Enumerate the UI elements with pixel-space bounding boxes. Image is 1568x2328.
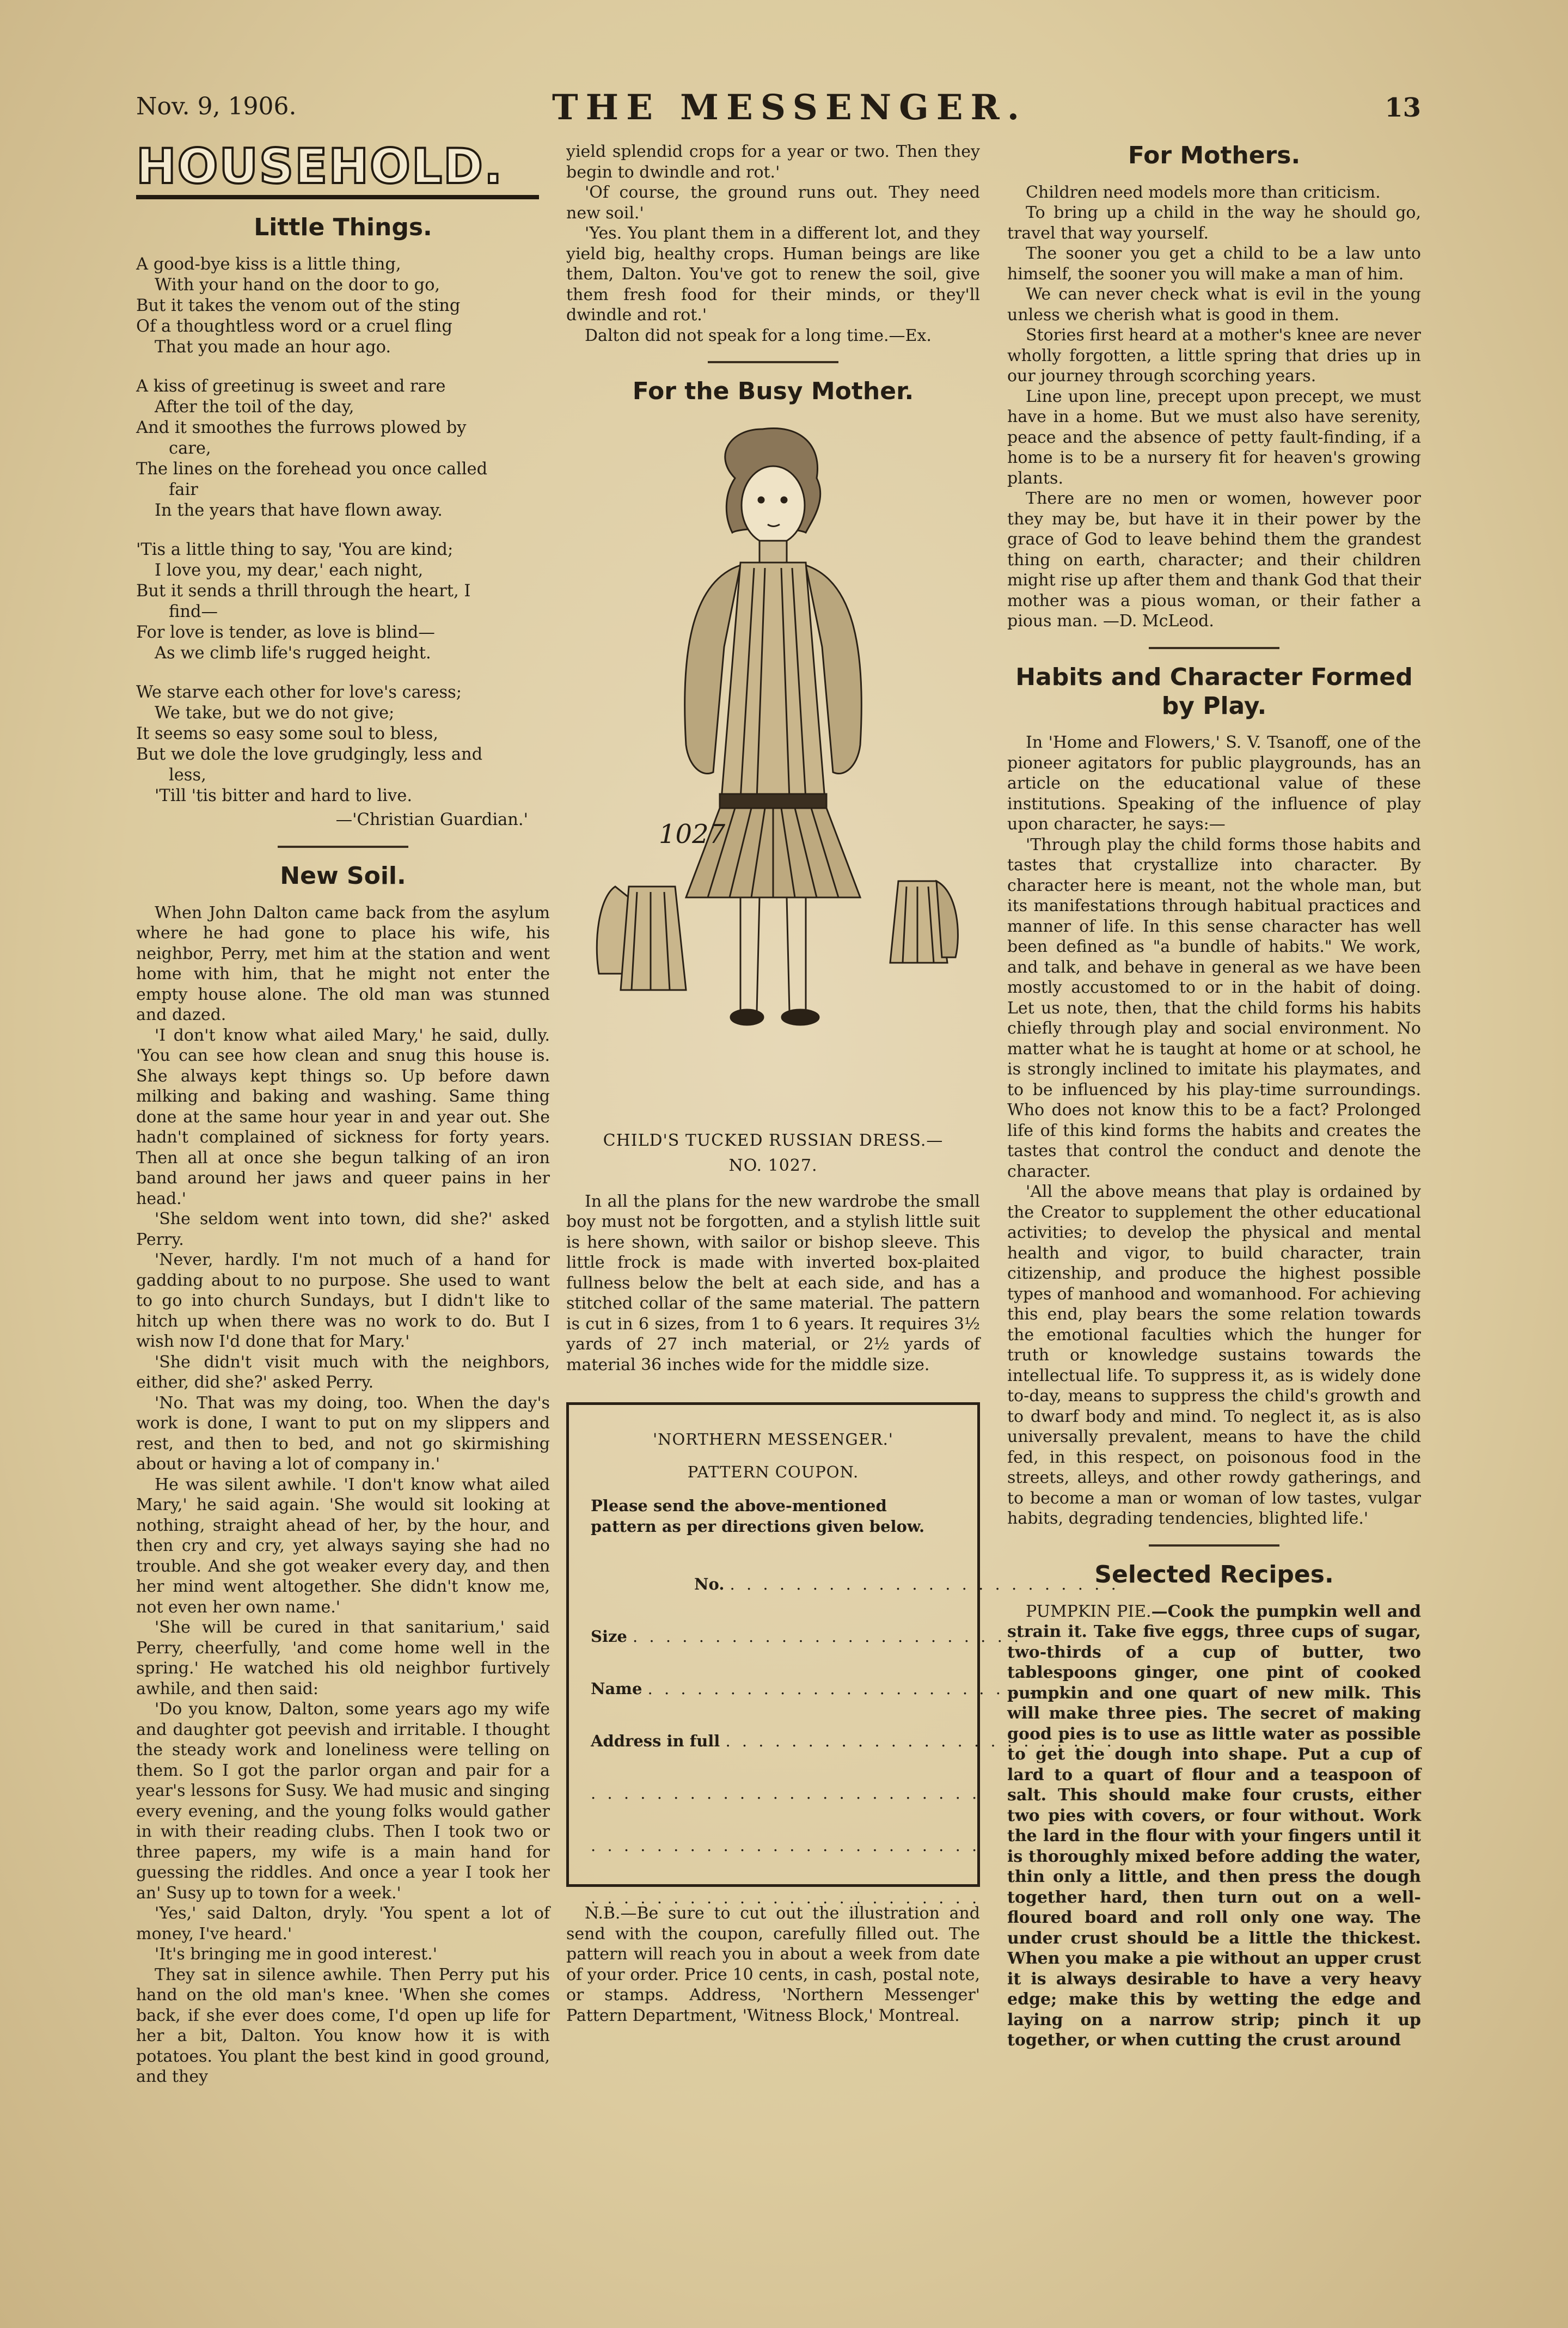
paragraph: 'I don't know what ailed Mary,' he said, dully. 'You can see how clean and snug this house is. She always kept things so. Up before dawn milking and baking and washing. Same thing done at the same hour year in and year out. She hadn't complained of sickness for forty years. Then all at once she begun talking of an iron band around her jaws and queer pains in her head.' [136,1025,550,1208]
little-things-title: Little Things. [254,213,432,242]
new-soil-title: New Soil. [280,862,406,890]
column-3 [1007,142,1421,2265]
poem-line: It seems so easy some soul to bless, [136,724,438,744]
poem-attribution: —'Christian Guardian.' [335,810,528,830]
paragraph: 'Yes. You plant them in a different lot, and they yield big, healthy crops. Human beings are like them, Dalton. You've got to renew the soil, give them fresh food for their minds, or they'll dwindle and rot.' [566,224,980,325]
coupon-address-line[interactable] [591,1784,981,1803]
paragraph: Stories first heard at a mother's knee are never wholly forgotten, a little spring that dries up in our journey through scorching years. [1007,326,1421,386]
paragraph: 'Through play the child forms those habits and tastes that crystallize into character. By character here is meant, not the whole man, but its manifestations through habitual practices and manner of life. In this sense character has well been defined as "a bundle of habits." We work, and talk, and behave in general as we have been mostly accustomed to or in the habit of doing. Let us note, then, that the child forms his habits chiefly through play and social environment. No matter what he is taught at home or at school, he is strongly inclined to imitate his playmates, and to be influenced by his play-time surroundings. Who does not know this to be a fact? Prolonged life of this kind forms the habits and creates the tastes that control the conduct and denote the character. [1007,835,1421,1181]
paragraph: 'Do you know, Dalton, some years ago my wife and daughter got peevish and irritable. I thought the steady work and loneliness were telling on them. So I got the parlor organ and pair for a year's lessons for Susy. We had music and singing every evening, and the young folks would gather in with their reading clubs. Then I took two or three papers, my wife is a main hand for guessing the riddles. And once a year I took her an' Susy up to town for a week.' [136,1700,550,1903]
paragraph: 'It's bringing me in good interest.' [155,1945,437,1964]
section-divider [1149,1544,1279,1547]
paragraph: We can never check what is evil in the young unless we cherish what is good in them. [1007,285,1421,325]
paragraph: When John Dalton came back from the asylum where he had gone to place his wife, his neighbor, Perry, met him at the station and went home with him, that he might not enter the empty house alone. The old man was stunned and dazed. [136,903,550,1025]
paragraph: 'All the above means that play is ordained by the Creator to supplement the other educational activities; to develop the physical and mental health and vigor, to build character, train citizenship, and produce the highest possible types of manhood and womanhood. For achieving this end, play bears the some relation towards the emotional faculties which the hunger for truth or knowledge sustains towards the intellectual life. To suppress it, as is widely done to-day, means to suppress the child's growth and to dwarf body and mind. To neglect it, as is also universally prevalent, means to have the child fed, in this respect, on poisonous food in the streets, alleys, and other rowdy gatherings, and to become a man or woman of low tastes, vulgar habits, degrading tendencies, blighted life.' [1007,1182,1421,1529]
busy-mother-title: For the Busy Mother. [632,377,914,405]
poem-stanza-4 [136,682,550,806]
paragraph [1007,1602,1421,2051]
for-mothers-text [1007,182,1421,632]
paragraph: The sooner you get a child to be a law unto himself, the sooner you will make a man of him. [1007,244,1421,284]
paragraph: In 'Home and Flowers,' S. V. Tsanoff, one of the pioneer agitators for public playgrounds, has an article on the educational value of these institutions. Speaking of the influence of play upon character, he says:— [1007,733,1421,834]
coupon-size-field[interactable] [591,1627,1022,1646]
department-rule [136,195,539,199]
for-mothers-title: For Mothers. [1128,142,1301,169]
poem-line: care, [169,439,211,459]
paragraph: Children need models more than criticism. [1026,182,1381,202]
coupon-title: 'NORTHERN MESSENGER.' [653,1430,893,1449]
dress-illustration [577,418,969,1121]
poem-line: But we dole the love grudgingly, less and [136,745,483,765]
paragraph: 'Never, hardly. I'm not much of a hand for gadding about to no purpose. She used to want to go into church Sundays, but I didn't like to hitch up when there was no work to do. But I wish now I'd done that for Mary.' [136,1250,550,1352]
poem-line: As we climb life's rugged height. [155,644,431,663]
section-divider [708,361,838,363]
coupon-name-field[interactable] [591,1679,1037,1698]
poem-line: But it sends a thrill through the heart, I [136,582,471,601]
field-dots: . . . . . . . . . . . . . . . . . . . . . . . . [633,1627,1022,1646]
coupon-number-field[interactable] [591,1575,1119,1594]
field-label: Address in full [591,1732,720,1751]
poem-line: We starve each other for love's caress; [136,683,462,702]
new-soil-text [136,903,550,2087]
poem-line: 'Till 'tis bitter and hard to live. [155,786,413,806]
paragraph: There are no men or women, however poor they may be, but have it in their power by the grace of God to leave behind them the grandest thing on earth, character; and their children might rise up after them and thank God that their mother was a pious woman, or their father a pious man. —D. McLeod. [1007,489,1421,631]
poem-line: 'Tis a little thing to say, 'You are kind; [136,540,454,560]
paragraph: 'She will be cured in that sanitarium,' said Perry, cheerfully, 'and come home well in the spring.' He watched his old neighbor furtively awhile, and then said: [136,1618,550,1698]
poem-line: A good-bye kiss is a little thing, [136,255,401,274]
recipes-title: Selected Recipes. [1094,1560,1334,1588]
coupon-note [566,1903,980,2026]
habits-title: Habits and Character Formed by Play. [1015,663,1413,720]
poem-line: We take, but we do not give; [155,704,395,723]
paragraph: Dalton did not speak for a long time.—Ex. [585,326,932,345]
poem-line: I love you, my dear,' each night, [155,561,424,581]
recipe-name: PUMPKIN PIE. [1026,1602,1152,1621]
dress-caption [566,1128,980,1178]
field-dots: . . . . . . . . . . . . . . . . . . . . . . . . [591,1784,981,1803]
habits-text [1007,732,1421,1529]
coupon-address-line[interactable] [591,1836,981,1855]
field-label: No. [694,1575,725,1594]
coupon-address-field[interactable] [591,1732,1115,1751]
poem-line: For love is tender, as love is blind— [136,623,435,643]
paragraph: He was silent awhile. 'I don't know what ailed Mary,' he said again. 'She would sit looking at nothing, straight ahead of her, by the hour, and then cry and cry, yet always saying she had no trouble. And she got weaker every day, and then her mind went altogether. She didn't know me, not even her own name.' [136,1475,550,1617]
paragraph: 'Yes,' said Dalton, dryly. 'You spent a lot of money, I've heard.' [136,1904,550,1944]
poem-line: A kiss of greetinug is sweet and rare [136,377,446,396]
coupon-instructions: Please send the above-mentioned pattern as per directions given below. [591,1496,925,1536]
poem-line: But it takes the venom out of the sting [136,296,461,316]
section-divider [1149,647,1279,649]
field-label: Size [591,1627,627,1646]
caption-line: CHILD'S TUCKED RUSSIAN DRESS.— [603,1131,944,1150]
figure-number-label: 1027 [659,818,726,850]
paragraph: yield splendid crops for a year or two. Then they begin to dwindle and rot.' [566,142,980,182]
page-number: 13 [1385,93,1421,123]
paragraph: 'No. That was my doing, too. When the day's work is done, I want to put on my slippers and rest, and then to bed, and not go skirmishing about or having a lot of company in.' [136,1393,550,1474]
poem-line: The lines on the forehead you once called [136,460,488,479]
issue-date: Nov. 9, 1906. [136,93,297,120]
poem-stanza-2 [136,376,550,521]
little-things-poem [136,254,550,830]
poem-stanza-1 [136,254,550,358]
field-dots: . . . . . . . . . . . . . . . . . . . . . . . . [647,1679,1037,1698]
paragraph: To bring up a child in the way he should go, travel that way yourself. [1007,203,1421,243]
section-divider [278,846,408,848]
caption-line: NO. 1027. [728,1156,818,1175]
field-dots: . . . . . . . . . . . . . . . . . . . . . . . . [591,1889,981,1908]
poem-line: And it smoothes the furrows plowed by [136,418,467,438]
field-dots: . . . . . . . . . . . . . . . . . . . . . . . . [730,1575,1119,1594]
page-header [136,87,1421,136]
poem-line: In the years that have flown away. [155,501,443,521]
poem-line: less, [169,766,206,785]
paragraph: In all the plans for the new wardrobe the small boy must not be forgotten, and a stylish little suit is here shown, with sailor or bishop sleeve. This little frock is made with inverted box-plaited fullness below the belt at each side, and has a stitched collar of the same material. The pattern is cut in 6 sizes, from 1 to 6 years. It requires 3½ yards of 27 inch material, or 2½ yards of material 36 inches wide for the middle size. [566,1192,980,1374]
poem-stanza-3 [136,540,550,664]
paragraph: 'She didn't visit much with the neighbors, either, did she?' asked Perry. [136,1352,550,1392]
masthead-title: THE MESSENGER. [552,87,1027,128]
poem-line: That you made an hour ago. [155,338,391,357]
field-dots: . . . . . . . . . . . . . . . . . . . . . . . . [725,1732,1115,1751]
poem-line: With your hand on the door to go, [155,276,440,295]
poem-line: find— [169,602,218,622]
column-1 [136,138,550,2265]
coupon-subtitle: PATTERN COUPON. [687,1463,859,1482]
paragraph: N.B.—Be sure to cut out the illustration and send with the coupon, carefully filled out. The pattern will reach you in about a week from date of your order. Price 10 cents, in cash, postal note, or stamps. Address, 'Northern Messenger' Pattern Department, 'Witness Block,' Montreal. [566,1904,980,2025]
field-dots: . . . . . . . . . . . . . . . . . . . . . . . . [591,1836,981,1855]
paragraph: 'She seldom went into town, did she?' asked Perry. [136,1209,550,1249]
paragraph: They sat in silence awhile. Then Perry put his hand on the old man's knee. 'When she comes back, if she ever does come, I'd open up life for her a bit, Dalton. You know how it is with potatoes. You plant the best kind in good ground, and they [136,1965,550,2087]
poem-line: fair [169,480,198,500]
paragraph: 'Of course, the ground runs out. They need new soil.' [566,183,980,223]
poem-line: After the toil of the day, [155,398,354,417]
paragraph: Line upon line, precept upon precept, we must have in a home. But we must also have serenity, peace and the absence of petty fault-finding, if a home is to be a nursery fit for heaven's growing plants. [1007,387,1421,488]
new-soil-continued [566,142,980,346]
poem-line: Of a thoughtless word or a cruel fling [136,317,452,337]
recipe-body: —Cook the pumpkin well and strain it. Take five eggs, three cups of sugar, two-thirds of a cup of butter, two tablespoons ginger, one pint of cooked pumpkin and one quart of new milk. This will make three pies. The secret of making good pies is to use as little water as possible to get the dough into shape. Put a cup of lard to a quart of flour and a teaspoon of salt. This should make four crusts, either two pies with covers, or four without. Work the lard in the flour with your fingers until it is thoroughly mixed before adding the water, thin only a little, and then press the dough together hard, then turn out on a well-floured board and roll only one way. The under crust should be a little the thickest. When you make a pie without an upper crust it is always desirable to have a very heavy edge; make this by wetting the edge and laying on a narrow strip; pinch it up together, or when cutting the crust around [1007,1602,1421,2050]
department-heading: HOUSEHOLD. [136,138,504,194]
busy-mother-text [566,1192,980,1376]
recipes-text [1007,1602,1421,2051]
field-label: Name [591,1679,642,1698]
